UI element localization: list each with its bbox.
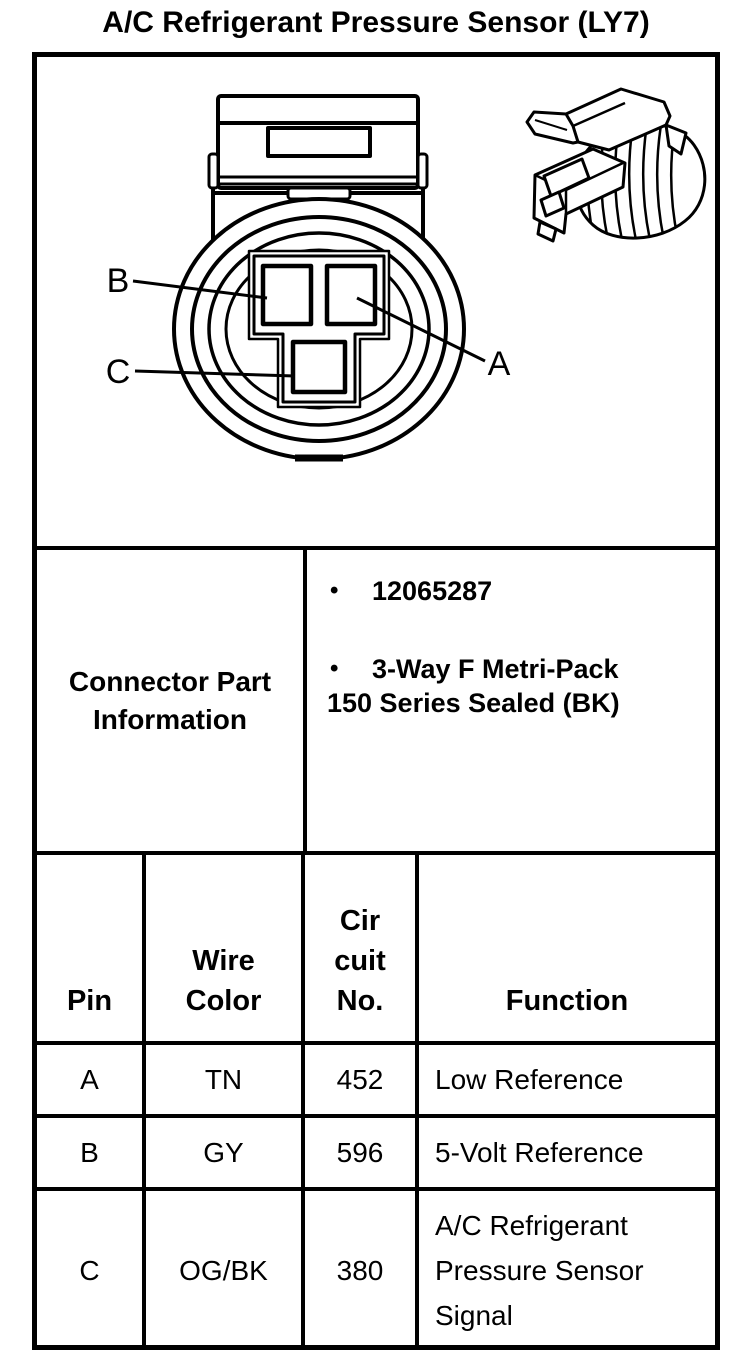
wire-color-cell: TN bbox=[144, 1043, 303, 1116]
circuit-cell: 380 bbox=[303, 1189, 417, 1350]
pin-label-b: B bbox=[106, 262, 130, 300]
header-row bbox=[37, 853, 715, 1043]
wire-color-cell: GY bbox=[144, 1116, 303, 1189]
part-info-details bbox=[303, 550, 715, 851]
side-tab-right bbox=[418, 154, 427, 188]
pin-cavity-c bbox=[293, 342, 345, 392]
perspective-view bbox=[527, 89, 705, 249]
bullet-icon: • bbox=[330, 655, 339, 682]
part-info-label-line1: Connector Part bbox=[68, 665, 272, 697]
pin-cavity-a bbox=[327, 266, 375, 324]
page-title: A/C Refrigerant Pressure Sensor (LY7) bbox=[102, 6, 650, 39]
circuit-cell: 452 bbox=[303, 1043, 417, 1116]
col-header-function: Function bbox=[417, 853, 715, 1043]
connector-info-box bbox=[32, 52, 720, 1350]
connector-type-item bbox=[327, 652, 707, 686]
part-info-label bbox=[37, 550, 303, 851]
pin-cell: A bbox=[37, 1043, 144, 1116]
part-number-text: 12065287 bbox=[372, 576, 493, 606]
part-number-item bbox=[327, 574, 707, 608]
pin-cell: B bbox=[37, 1116, 144, 1189]
connector-diagram bbox=[37, 57, 715, 546]
col-header-pin: Pin bbox=[37, 853, 144, 1043]
table-row bbox=[37, 1116, 715, 1189]
pin-cavity-b bbox=[263, 266, 311, 324]
part-info-label-line2: Information bbox=[93, 703, 247, 735]
function-cell: 5-Volt Reference bbox=[417, 1116, 715, 1189]
label-window bbox=[268, 128, 370, 156]
circuit-cell: 596 bbox=[303, 1116, 417, 1189]
table-row bbox=[37, 1043, 715, 1116]
pin-cell: C bbox=[37, 1189, 144, 1350]
bullet-icon: • bbox=[330, 577, 339, 604]
pin-label-a: A bbox=[487, 345, 511, 383]
side-tab-left bbox=[209, 154, 218, 188]
col-header-circuit-no: Cir cuit No. bbox=[303, 853, 417, 1043]
col-header-wire-color: Wire Color bbox=[144, 853, 303, 1043]
function-cell: A/C Refrigerant Pressure Sensor Signal bbox=[417, 1189, 715, 1350]
table-row bbox=[37, 1189, 715, 1350]
front-view bbox=[133, 96, 485, 459]
connector-part-information-row bbox=[37, 546, 715, 851]
pin-table bbox=[37, 851, 715, 1350]
wire-color-cell: OG/BK bbox=[144, 1189, 303, 1350]
pin-label-c: C bbox=[105, 353, 131, 391]
connector-type-text: 3-Way F Metri-Pack bbox=[372, 654, 619, 684]
connector-type-text-line2: 150 Series Sealed (BK) bbox=[327, 688, 620, 718]
spacer bbox=[327, 608, 707, 652]
function-cell: Low Reference bbox=[417, 1043, 715, 1116]
